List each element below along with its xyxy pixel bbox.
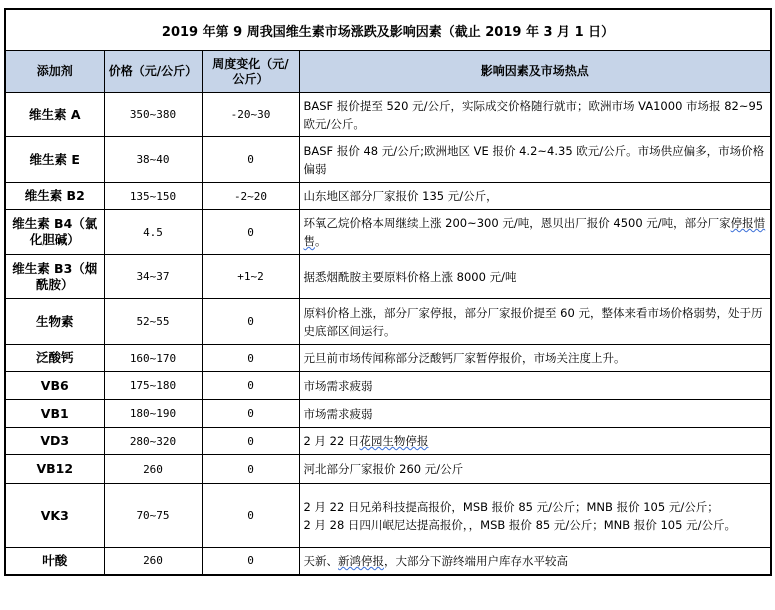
header-row bbox=[5, 51, 771, 93]
table-row bbox=[5, 93, 771, 137]
factor-text: 2 月 22 日 bbox=[303, 434, 360, 448]
change-cell: 0 bbox=[202, 548, 299, 575]
table-row bbox=[5, 548, 771, 575]
additive-name: 维生素 B4（氯化胆碱） bbox=[5, 210, 104, 255]
price-cell: 175~180 bbox=[104, 372, 202, 400]
change-cell: 0 bbox=[202, 345, 299, 372]
price-cell: 52~55 bbox=[104, 299, 202, 345]
additive-name: 维生素 E bbox=[5, 137, 104, 183]
change-cell: 0 bbox=[202, 400, 299, 428]
price-cell: 160~170 bbox=[104, 345, 202, 372]
additive-name: VB12 bbox=[5, 455, 104, 484]
change-cell: 0 bbox=[202, 299, 299, 345]
additive-name: 生物素 bbox=[5, 299, 104, 345]
factor-cell bbox=[299, 210, 771, 255]
price-cell: 180~190 bbox=[104, 400, 202, 428]
table-row bbox=[5, 210, 771, 255]
additive-name: 维生素 B3（烟酰胺） bbox=[5, 255, 104, 299]
table-row bbox=[5, 455, 771, 484]
price-cell: 260 bbox=[104, 548, 202, 575]
additive-name: VK3 bbox=[5, 484, 104, 548]
table-row bbox=[5, 400, 771, 428]
header-factors: 影响因素及市场热点 bbox=[299, 51, 771, 93]
factor-text: 环氧乙烷价格本周继续上涨 200~300 元/吨，恩贝出厂报价 4500 元/吨，部分厂家 bbox=[303, 216, 731, 230]
table-title: 2019 年第 9 周我国维生素市场涨跌及影响因素（截止 2019 年 3 月 1 日） bbox=[5, 9, 771, 51]
factor-cell: 元旦前市场传闻称部分泛酸钙厂家暂停报价，市场关注度上升。 bbox=[299, 345, 771, 372]
factor-cell: 原料价格上涨，部分厂家停报，部分厂家报价提至 60 元，整体来看市场价格弱势，处于历史底部区间运行。 bbox=[299, 299, 771, 345]
price-cell: 350~380 bbox=[104, 93, 202, 137]
factor-cell: 据悉烟酰胺主要原料价格上涨 8000 元/吨 bbox=[299, 255, 771, 299]
change-cell: 0 bbox=[202, 372, 299, 400]
price-cell: 280~320 bbox=[104, 428, 202, 455]
factor-cell: BASF 报价 48 元/公斤;欧洲地区 VE 报价 4.2~4.35 欧元/公斤。市场供应偏多，市场价格偏弱 bbox=[299, 137, 771, 183]
factor-cell bbox=[299, 484, 771, 548]
additive-name: 叶酸 bbox=[5, 548, 104, 575]
change-cell: 0 bbox=[202, 455, 299, 484]
vitamin-market-table bbox=[4, 8, 772, 576]
factor-line-2: 2 月 28 日四川岷尼达提高报价，，MSB 报价 85 元/公斤；MNB 报价 105 元/公斤。 bbox=[303, 517, 736, 532]
factor-cell: BASF 报价提至 520 元/公斤，实际成交价格随行就市；欧洲市场 VA1000 市场报 82~95 欧元/公斤。 bbox=[299, 93, 771, 137]
factor-cell: 河北部分厂家报价 260 元/公斤 bbox=[299, 455, 771, 484]
factor-text-end: ，大部分下游终端用户库存水平较高 bbox=[384, 553, 568, 568]
factor-cell: 山东地区部分厂家报价 135 元/公斤， bbox=[299, 183, 771, 210]
change-cell: -2~20 bbox=[202, 183, 299, 210]
factor-cell: 市场需求疲弱 bbox=[299, 400, 771, 428]
factor-cell bbox=[299, 548, 771, 575]
header-change: 周度变化（元/公斤） bbox=[202, 51, 299, 93]
table-row bbox=[5, 255, 771, 299]
factor-line-1: 2 月 22 日兄弟科技提高报价，MSB 报价 85 元/公斤；MNB 报价 105 元/公斤； bbox=[303, 499, 719, 514]
table-row bbox=[5, 428, 771, 455]
table-row bbox=[5, 484, 771, 548]
additive-name: 维生素 A bbox=[5, 93, 104, 137]
title-row bbox=[5, 9, 771, 51]
additive-name: 泛酸钙 bbox=[5, 345, 104, 372]
change-cell: 0 bbox=[202, 137, 299, 183]
factor-text: 天新、 bbox=[303, 553, 338, 568]
header-price: 价格（元/公斤） bbox=[104, 51, 202, 93]
factor-cell bbox=[299, 428, 771, 455]
price-cell: 135~150 bbox=[104, 183, 202, 210]
change-cell: -20~30 bbox=[202, 93, 299, 137]
table-row bbox=[5, 299, 771, 345]
table-row bbox=[5, 183, 771, 210]
change-cell: 0 bbox=[202, 484, 299, 548]
price-cell: 4.5 bbox=[104, 210, 202, 255]
price-cell: 260 bbox=[104, 455, 202, 484]
table-row bbox=[5, 372, 771, 400]
header-additive: 添加剂 bbox=[5, 51, 104, 93]
factor-text-end: 。 bbox=[315, 234, 327, 248]
spellcheck-marked-text: 停报惜售 bbox=[303, 216, 766, 248]
spellcheck-marked-text: 花园生物停报 bbox=[359, 434, 429, 448]
additive-name: 维生素 B2 bbox=[5, 183, 104, 210]
change-cell: 0 bbox=[202, 210, 299, 255]
change-cell: 0 bbox=[202, 428, 299, 455]
price-cell: 34~37 bbox=[104, 255, 202, 299]
factor-cell: 市场需求疲弱 bbox=[299, 372, 771, 400]
price-cell: 70~75 bbox=[104, 484, 202, 548]
table-row bbox=[5, 345, 771, 372]
additive-name: VB6 bbox=[5, 372, 104, 400]
table-row bbox=[5, 137, 771, 183]
additive-name: VB1 bbox=[5, 400, 104, 428]
spellcheck-marked-text: 新鸿停报 bbox=[338, 553, 384, 568]
additive-name: VD3 bbox=[5, 428, 104, 455]
change-cell: +1~2 bbox=[202, 255, 299, 299]
price-cell: 38~40 bbox=[104, 137, 202, 183]
